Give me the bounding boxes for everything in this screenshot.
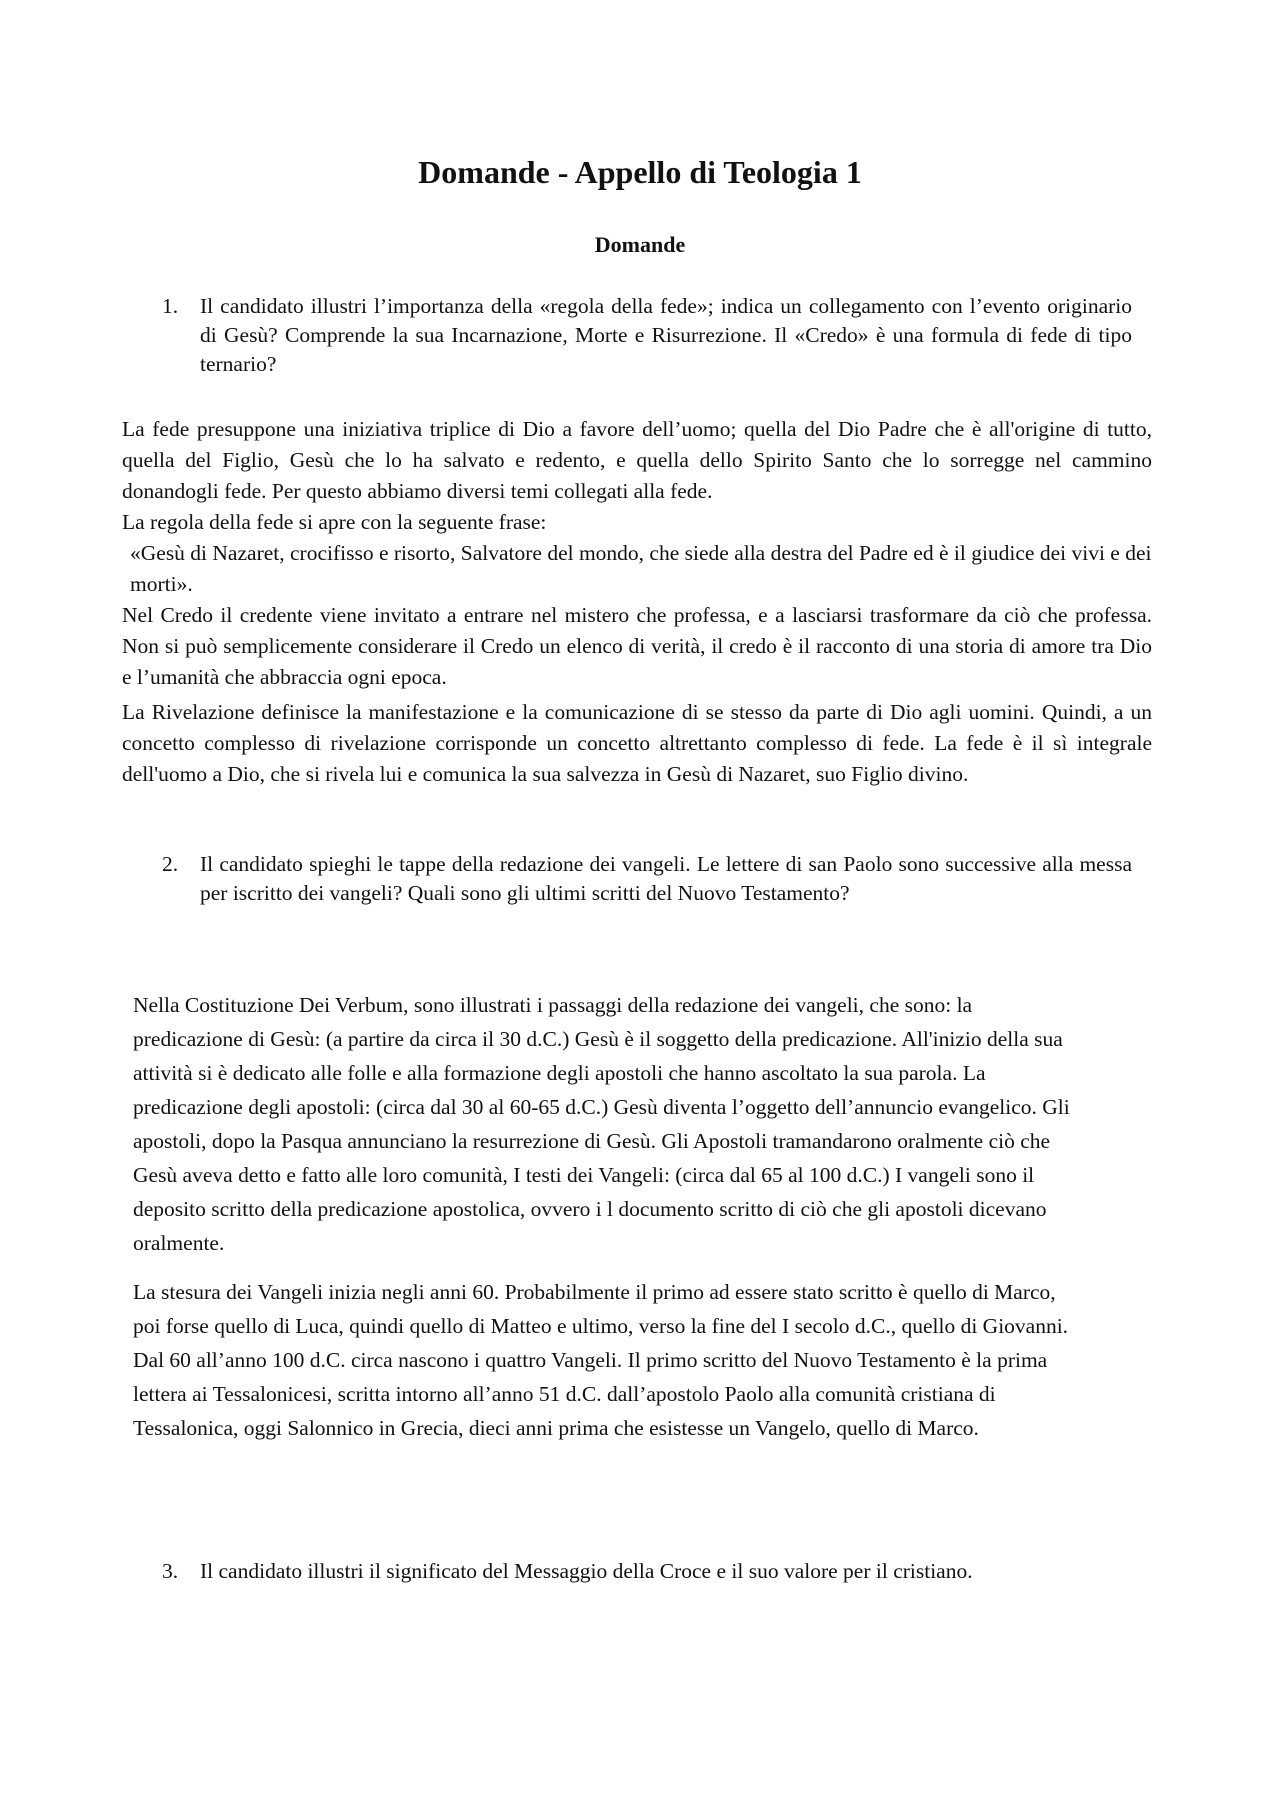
question-2 <box>162 850 1132 908</box>
answer-quote: «Gesù di Nazaret, crocifisso e risorto, Salvatore del mondo, che siede alla destra del Padre ed è il giudice dei vivi e dei morti». <box>130 541 1152 596</box>
answer-paragraph: Nella Costituzione Dei Verbum, sono illustrati i passaggi della redazione dei vangeli, che sono: la predicazione di Gesù: (a partire da circa il 30 d.C.) Gesù è il soggetto della predicazione. All'inizio della sua attività si è dedicato alle folle e alla formazione degli apostoli che hanno ascoltato la sua parola. La predicazione degli apostoli: (circa dal 30 al 60-65 d.C.) Gesù diventa l’oggetto dell’annuncio evangelico. Gli apostoli, dopo la Pasqua annunciano la resurrezione di Gesù. Gli Apostoli tramandarono oralmente ciò che Gesù aveva detto e fatto alle loro comunità, I testi dei Vangeli: (circa dal 65 al 100 d.C.) I vangeli sono il deposito scritto della predicazione apostolica, ovvero i l documento scritto di ciò che gli apostoli dicevano oralmente. <box>133 993 1070 1255</box>
question-text: Il candidato illustri il significato del Messaggio della Croce e il suo valore per il cristiano. <box>200 1559 973 1583</box>
answer-paragraph: La Rivelazione definisce la manifestazione e la comunicazione di se stesso da parte di Dio agli uomini. Quindi, a un concetto complesso di rivelazione corrisponde un concetto altrettanto complesso di fede. La fede è il sì integrale dell'uomo a Dio, che si rivela lui e comunica la sua salvezza in Gesù di Nazaret, suo Figlio divino. <box>122 700 1152 786</box>
question-number: 3. <box>162 1559 179 1583</box>
answer-paragraph: La fede presuppone una iniziativa triplice di Dio a favore dell’uomo; quella del Dio Padre che è all'origine di tutto, quella del Figlio, Gesù che lo ha salvato e redento, e quella dello Spirito Santo che lo sorregge nel cammino donandogli fede. Per questo abbiamo diversi temi collegati alla fede. <box>122 417 1152 503</box>
page-title: Domande - Appello di Teologia 1 <box>418 154 862 190</box>
answer-paragraph: La stesura dei Vangeli inizia negli anni 60. Probabilmente il primo ad essere stato scritto è quello di Marco, poi forse quello di Luca, quindi quello di Matteo e ultimo, verso la fine del I secolo d.C., quello di Giovanni. Dal 60 all’anno 100 d.C. circa nascono i quattro Vangeli. Il primo scritto del Nuovo Testamento è la prima lettera ai Tessalonicesi, scritta intorno all’anno 51 d.C. dall’apostolo Paolo alla comunità cristiana di Tessalonica, oggi Salonnico in Grecia, dieci anni prima che esistesse un Vangelo, quello di Marco. <box>133 1280 1069 1440</box>
answer-2 <box>133 988 1073 1445</box>
question-1 <box>162 292 1132 379</box>
question-text: Il candidato illustri l’importanza della «regola della fede»; indica un collegamento con l’evento originario di Gesù? Comprende la sua Incarnazione, Morte e Risurrezione. Il «Credo» è una formula di fede di tipo ternario? <box>200 294 1132 376</box>
answer-paragraph: La regola della fede si apre con la seguente frase: <box>122 510 547 534</box>
section-subtitle: Domande <box>594 232 686 257</box>
question-3 <box>162 1557 1132 1586</box>
question-number: 1. <box>162 294 179 318</box>
answer-1 <box>122 414 1152 790</box>
question-text: Il candidato spieghi le tappe della redazione dei vangeli. Le lettere di san Paolo sono successive alla messa per iscritto dei vangeli? Quali sono gli ultimi scritti del Nuovo Testamento? <box>200 852 1132 905</box>
question-number: 2. <box>162 852 179 876</box>
answer-paragraph: Nel Credo il credente viene invitato a entrare nel mistero che professa, e a lasciarsi trasformare da ciò che professa. Non si può semplicemente considerare il Credo un elenco di verità, il credo è il racconto di una storia di amore tra Dio e l’umanità che abbraccia ogni epoca. <box>122 603 1152 689</box>
